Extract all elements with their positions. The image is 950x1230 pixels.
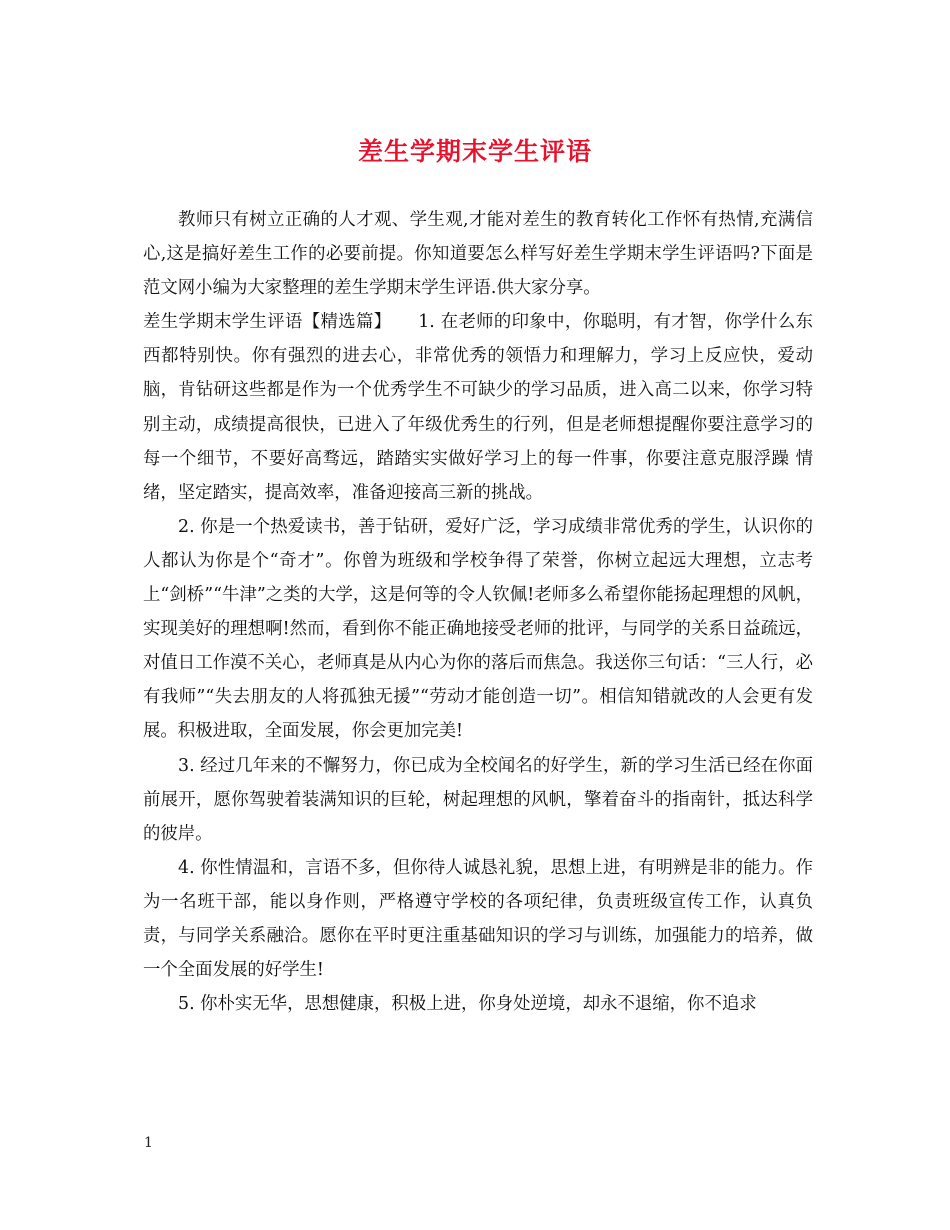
intro-paragraph: 教师只有树立正确的人才观、学生观,才能对差生的教育转化工作怀有热情,充满信心,这是搞好差生工作的必要前提。你知道要怎么样写好差生学期末学生评语吗?下面是范文网小编为大家整理的差生学期末学生评语.供大家分享。 — [143, 210, 813, 299]
document-body — [143, 203, 813, 1021]
page-title: 差生学期末学生评语 — [357, 137, 592, 166]
comment-paragraph-5: 5. 你朴实无华，思想健康，积极上进，你身处逆境，却永不退缩，你不追求 — [178, 994, 757, 1015]
page-number: 1 — [144, 1135, 153, 1151]
comment-paragraph-1: 差生学期末学生评语【精选篇】 1. 在老师的印象中，你聪明，有才智，你学什么东西都特别快。你有强烈的进去心，非常优秀的领悟力和理解力，学习上反应快，爱动脑，肯钻研这些都是作为一个优秀学生不可缺少的学习品质，进入高二以来，你学习特别主动，成绩提高很快，已进入了年级优秀生的行列，但是老师想提醒你要注意学习的每一个细节，不要好高骛远，踏踏实实做好学习上的每一件事，你要注意克服浮躁 情绪，坚定踏实，提高效率，准备迎接高三新的挑战。 — [143, 312, 813, 503]
comment-paragraph-2: 2. 你是一个热爱读书，善于钻研，爱好广泛，学习成绩非常优秀的学生，认识你的人都认为你是个“奇才”。你曾为班级和学校争得了荣誉，你树立起远大理想，立志考上“剑桥”“牛津”之类的大学，这是何等的令人钦佩!老师多么希望你能扬起理想的风帆，实现美好的理想啊!然而，看到你不能正确地接受老师的批评，与同学的关系日益疏远，对值日工作漠不关心，老师真是从内心为你的落后而焦急。我送你三句话：“三人行，必有我师”“失去朋友的人将孤独无援”“劳动才能创造一切”。相信知错就改的人会更有发展。积极进取，全面发展，你会更加完美! — [143, 516, 813, 742]
comment-paragraph-3: 3. 经过几年来的不懈努力，你已成为全校闻名的好学生，新的学习生活已经在你面前展开，愿你驾驶着装满知识的巨轮，树起理想的风帆，擎着奋斗的指南针，抵达科学的彼岸。 — [143, 755, 813, 844]
comment-paragraph-4: 4. 你性情温和，言语不多，但你待人诚恳礼貌，思想上进，有明辨是非的能力。作为一名班干部，能以身作则，严格遵守学校的各项纪律，负责班级宣传工作，认真负责，与同学关系融洽。愿你在平时更注重基础知识的学习与训练，加强能力的培养，做一个全面发展的好学生! — [143, 857, 813, 981]
